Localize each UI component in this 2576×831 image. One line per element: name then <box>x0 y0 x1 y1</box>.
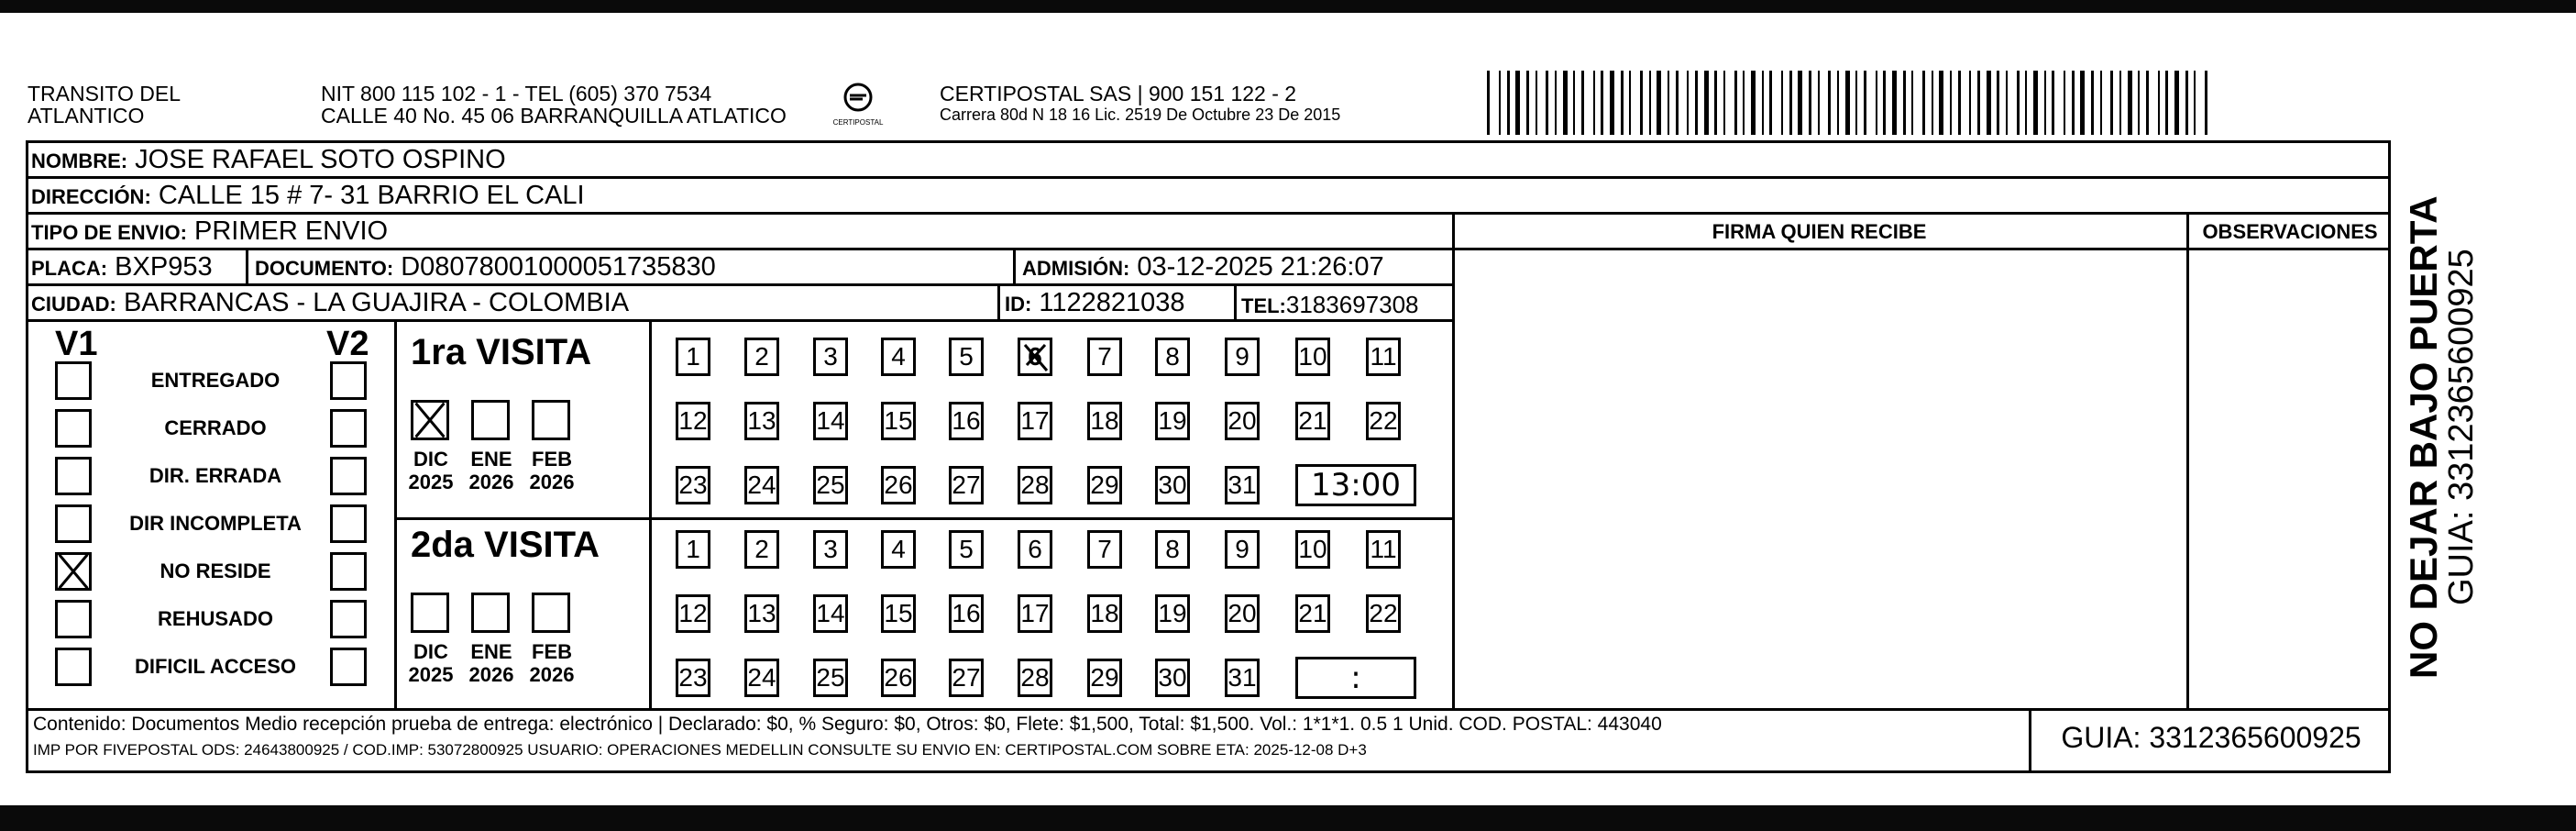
col-divider-obs <box>2186 212 2189 708</box>
month-name: ENE <box>470 640 512 663</box>
day-box[interactable]: 10 <box>1295 338 1330 376</box>
barcode-bar <box>2119 71 2121 135</box>
day-box[interactable]: 3 <box>813 530 848 569</box>
cell-divider <box>1013 248 1016 283</box>
month-name: DIC <box>413 448 448 471</box>
status-label: DIFICIL ACCESO <box>134 655 296 678</box>
barcode-bar <box>1855 71 1857 135</box>
day-box[interactable]: 30 <box>1155 659 1190 697</box>
day-box[interactable]: 29 <box>1087 466 1122 504</box>
scan-edge-top <box>0 0 2576 13</box>
month-checkbox[interactable] <box>532 593 570 633</box>
row-divider <box>26 283 1452 286</box>
barcode-bar <box>2205 71 2207 135</box>
visit-divider-middle <box>394 517 1452 520</box>
admision-label: ADMISIÓN: <box>1022 257 1130 280</box>
barcode-bar <box>1969 71 1971 135</box>
month-year: 2026 <box>468 471 514 493</box>
barcode-bar <box>1687 71 1689 135</box>
day-box[interactable]: 21 <box>1295 402 1330 440</box>
barcode-bar <box>1640 71 1643 135</box>
v1-checkbox[interactable] <box>55 361 92 400</box>
id-field <box>1005 288 1185 319</box>
day-box[interactable]: 6 <box>1018 338 1052 376</box>
day-box[interactable]: 18 <box>1087 594 1122 633</box>
barcode-bar <box>2044 71 2046 135</box>
day-box[interactable]: 15 <box>881 594 916 633</box>
agency-line-2: ATLANTICO <box>28 104 145 127</box>
col-divider-firma <box>1452 212 1455 708</box>
visit-title: 2da VISITA <box>411 525 600 565</box>
barcode-bar <box>1601 71 1603 135</box>
barcode-bar <box>1723 71 1725 135</box>
month-label <box>405 448 457 493</box>
day-box[interactable]: 24 <box>744 466 779 504</box>
barcode-bar <box>1864 71 1866 135</box>
barcode-bar <box>1507 71 1510 135</box>
v2-label: V2 <box>326 325 369 363</box>
day-box[interactable]: 8 <box>1155 530 1190 569</box>
day-box[interactable]: 31 <box>1225 659 1260 697</box>
day-box[interactable]: 28 <box>1018 466 1052 504</box>
day-box[interactable]: 16 <box>949 402 984 440</box>
day-box[interactable]: 3 <box>813 338 848 376</box>
day-box[interactable]: 19 <box>1155 402 1190 440</box>
barcode-bar <box>1526 71 1529 135</box>
admision-field <box>1022 252 1384 283</box>
nombre-label: NOMBRE: <box>31 150 128 172</box>
nombre-value: JOSE RAFAEL SOTO OSPINO <box>135 145 506 174</box>
observaciones-header: OBSERVACIONES <box>2202 220 2378 243</box>
day-box[interactable]: 25 <box>813 659 848 697</box>
barcode-bar <box>1997 71 1999 135</box>
barcode-bar <box>1922 71 1925 135</box>
day-box[interactable]: 14 <box>813 402 848 440</box>
barcode <box>1487 71 2211 135</box>
month-name: FEB <box>532 448 572 471</box>
barcode-bar <box>1546 71 1548 135</box>
admision-value: 03-12-2025 21:26:07 <box>1137 252 1384 282</box>
nombre-field <box>31 145 506 176</box>
barcode-bar <box>1903 71 1906 135</box>
barcode-bar <box>1555 71 1557 135</box>
barcode-bar <box>1950 71 1952 135</box>
id-label: ID: <box>1005 293 1032 316</box>
day-box[interactable]: 22 <box>1366 402 1401 440</box>
cell-divider <box>1234 283 1237 319</box>
barcode-bar <box>1845 71 1850 135</box>
ciudad-field <box>31 288 629 319</box>
status-label: DIR INCOMPLETA <box>129 512 302 535</box>
day-box[interactable]: 2 <box>744 530 779 569</box>
day-box[interactable]: 22 <box>1366 594 1401 633</box>
barcode-bar <box>1536 71 1537 135</box>
barcode-bar <box>1911 71 1913 135</box>
v2-checkbox[interactable] <box>330 504 367 543</box>
company-line: CERTIPOSTAL SAS | 900 151 122 - 2 <box>940 82 1297 105</box>
month-year: 2026 <box>529 471 575 493</box>
day-box[interactable]: 1 <box>676 530 710 569</box>
barcode-bar <box>1563 71 1568 135</box>
barcode-bar <box>1883 71 1886 135</box>
barcode-bar <box>2146 71 2149 135</box>
tel-label: TEL: <box>1241 294 1286 317</box>
barcode-bar <box>2064 71 2065 135</box>
day-box[interactable]: 6 <box>1018 530 1052 569</box>
barcode-bar <box>1769 71 1772 135</box>
svg-text:CERTIPOSTAL: CERTIPOSTAL <box>832 118 884 127</box>
barcode-bar <box>1676 71 1679 135</box>
day-box[interactable]: 27 <box>949 466 984 504</box>
barcode-bar <box>2072 71 2075 135</box>
row-divider <box>26 176 2391 179</box>
row-divider <box>26 212 2391 215</box>
barcode-bar <box>2033 71 2038 135</box>
certipostal-logo <box>825 79 891 130</box>
barcode-bar <box>1762 71 1764 135</box>
v1-checkbox[interactable] <box>55 648 92 686</box>
v1-checkbox[interactable] <box>55 504 92 543</box>
direccion-value: CALLE 15 # 7- 31 BARRIO EL CALI <box>158 181 585 210</box>
scan-edge-bottom <box>0 805 2576 831</box>
day-box[interactable]: 2 <box>744 338 779 376</box>
day-box[interactable]: 11 <box>1366 530 1401 569</box>
barcode-bar <box>1581 71 1584 135</box>
tel-value: 3183697308 <box>1285 291 1419 318</box>
day-box[interactable]: 17 <box>1018 402 1052 440</box>
barcode-bar <box>2052 71 2054 135</box>
direccion-field <box>31 181 585 212</box>
barcode-bar <box>2185 71 2188 135</box>
visit-time-box[interactable]: 13:00 <box>1295 464 1416 506</box>
barcode-bar <box>1751 71 1756 135</box>
day-box[interactable]: 1 <box>676 338 710 376</box>
month-label <box>526 448 578 493</box>
day-box[interactable]: 14 <box>813 594 848 633</box>
barcode-bar <box>1515 71 1520 135</box>
barcode-bar <box>2174 71 2179 135</box>
barcode-bar <box>1593 71 1595 135</box>
month-checkbox[interactable] <box>471 400 510 440</box>
day-box[interactable]: 8 <box>1155 338 1190 376</box>
barcode-bar <box>2110 71 2113 135</box>
day-box[interactable]: 30 <box>1155 466 1190 504</box>
barcode-bar <box>1649 71 1651 135</box>
month-label <box>466 448 517 493</box>
day-box[interactable]: 23 <box>676 466 710 504</box>
status-label: ENTREGADO <box>150 369 281 392</box>
barcode-bar <box>1958 71 1961 135</box>
day-box[interactable]: 4 <box>881 530 916 569</box>
company-info <box>940 83 1340 125</box>
month-name: DIC <box>413 640 448 663</box>
day-box[interactable]: 31 <box>1225 466 1260 504</box>
barcode-bar <box>1837 71 1839 135</box>
barcode-bar <box>1714 71 1717 135</box>
id-value: 1122821038 <box>1039 288 1185 317</box>
barcode-bar <box>1610 71 1614 135</box>
cell-divider <box>246 248 248 283</box>
barcode-bar <box>1798 71 1802 135</box>
address-line: CALLE 40 No. 45 06 BARRANQUILLA ATLATICO <box>321 104 787 127</box>
month-name: ENE <box>470 448 512 471</box>
day-box[interactable]: 10 <box>1295 530 1330 569</box>
barcode-bar <box>1987 71 1991 135</box>
day-box[interactable]: 13 <box>744 594 779 633</box>
visit-divider-left <box>394 319 397 708</box>
day-box[interactable]: 20 <box>1225 402 1260 440</box>
barcode-bar <box>1734 71 1737 135</box>
footer-content-line: Contenido: Documentos Medio recepción prueba de entrega: electrónico | Declarado: $0, % Seguro: $0, Otros: $0, Flete: $1,500, Total: $1,500. Vol.: 1*1*1. 0.5 1 Unid. COD. POSTAL: 443040 <box>33 714 1662 735</box>
visit-time-box[interactable]: : <box>1295 657 1416 699</box>
month-year: 2026 <box>468 663 514 686</box>
barcode-bar <box>2158 71 2160 135</box>
month-checkbox[interactable] <box>411 593 449 633</box>
v1-label: V1 <box>55 325 98 363</box>
documento-label: DOCUMENTO: <box>255 257 394 280</box>
month-checkbox[interactable] <box>471 593 510 633</box>
tipo-envio-field <box>31 216 388 248</box>
day-box[interactable]: 7 <box>1087 338 1122 376</box>
day-box[interactable]: 25 <box>813 466 848 504</box>
firma-header: FIRMA QUIEN RECIBE <box>1712 220 1927 243</box>
direccion-label: DIRECCIÓN: <box>31 185 151 208</box>
day-box[interactable]: 7 <box>1087 530 1122 569</box>
agency-line-1: TRANSITO DEL <box>28 82 181 105</box>
month-year: 2025 <box>408 663 454 686</box>
v2-checkbox[interactable] <box>330 648 367 686</box>
day-check-mark <box>1018 338 1052 376</box>
v2-checkbox[interactable] <box>330 600 367 638</box>
day-box[interactable]: 16 <box>949 594 984 633</box>
status-label: DIR. ERRADA <box>149 464 282 487</box>
barcode-bar <box>1657 71 1661 135</box>
day-box[interactable]: 21 <box>1295 594 1330 633</box>
barcode-bar <box>2025 71 2027 135</box>
day-box[interactable]: 9 <box>1225 338 1260 376</box>
month-checkbox[interactable] <box>532 400 570 440</box>
barcode-bar <box>1621 71 1624 135</box>
barcode-bar <box>2017 71 2020 135</box>
month-label <box>526 640 578 686</box>
barcode-bar <box>1809 71 1811 135</box>
day-box[interactable]: 26 <box>881 659 916 697</box>
v1-checkbox[interactable] <box>55 552 92 591</box>
barcode-bar <box>1781 71 1783 135</box>
v2-checkbox[interactable] <box>330 457 367 495</box>
tipo-envio-value: PRIMER ENVIO <box>193 216 389 246</box>
barcode-bar <box>1704 71 1709 135</box>
v1-checkbox[interactable] <box>55 409 92 448</box>
footer-guia: GUIA: 3312365600925 <box>2061 721 2361 754</box>
day-box[interactable]: 20 <box>1225 594 1260 633</box>
footer-imp-line: IMP POR FIVEPOSTAL ODS: 24643800925 / COD.IMP: 53072800925 USUARIO: OPERACIONES MEDELLIN CONSULTE SU ENVIO EN: CERTIPOSTAL.COM SOBRE ETA: 2025-12-08 D+3 <box>33 741 1367 759</box>
agency-contact <box>321 83 787 127</box>
placa-value: BXP953 <box>115 252 213 282</box>
barcode-bar <box>1932 71 1933 135</box>
side-warning: NO DEJAR BAJO PUERTA <box>2402 195 2445 679</box>
day-box[interactable]: 5 <box>949 530 984 569</box>
documento-field <box>255 252 716 283</box>
day-box[interactable]: 4 <box>881 338 916 376</box>
barcode-bar <box>2194 71 2196 135</box>
documento-value: D08078001000051735830 <box>401 252 716 282</box>
barcode-bar <box>1573 71 1575 135</box>
day-box[interactable]: 27 <box>949 659 984 697</box>
barcode-bar <box>1487 71 1490 135</box>
day-box[interactable]: 26 <box>881 466 916 504</box>
side-guia: GUIA: 3312365600925 <box>2442 249 2481 605</box>
nit-line: NIT 800 115 102 - 1 - TEL (605) 370 7534 <box>321 82 712 105</box>
day-box[interactable]: 23 <box>676 659 710 697</box>
barcode-bar <box>2091 71 2094 135</box>
ciudad-label: CIUDAD: <box>31 293 116 316</box>
day-box[interactable]: 24 <box>744 659 779 697</box>
day-box[interactable]: 15 <box>881 402 916 440</box>
barcode-bar <box>1668 71 1669 135</box>
month-checkbox[interactable] <box>411 400 449 440</box>
barcode-bar <box>1789 71 1792 135</box>
barcode-bar <box>2128 71 2132 135</box>
v1-checkbox[interactable] <box>55 600 92 638</box>
month-label <box>405 640 457 686</box>
barcode-bar <box>1876 71 1877 135</box>
row-divider <box>26 319 1452 322</box>
day-box[interactable]: 12 <box>676 402 710 440</box>
barcode-bar <box>1818 71 1820 135</box>
barcode-bar <box>2080 71 2085 135</box>
barcode-bar <box>1629 71 1631 135</box>
ciudad-value: BARRANCAS - LA GUAJIRA - COLOMBIA <box>123 288 630 317</box>
row-divider <box>26 248 2391 250</box>
barcode-bar <box>2100 71 2102 135</box>
v2-checkbox[interactable] <box>330 552 367 591</box>
v2-checkbox[interactable] <box>330 361 367 400</box>
month-name: FEB <box>532 640 572 663</box>
barcode-bar <box>1939 71 1943 135</box>
month-label <box>466 640 517 686</box>
placa-label: PLACA: <box>31 257 108 280</box>
tel-field <box>1241 290 1419 321</box>
day-box[interactable]: 17 <box>1018 594 1052 633</box>
month-day-divider <box>649 319 652 708</box>
day-box[interactable]: 28 <box>1018 659 1052 697</box>
month-year: 2025 <box>408 471 454 493</box>
day-box[interactable]: 18 <box>1087 402 1122 440</box>
barcode-bar <box>1743 71 1745 135</box>
footer-divider <box>26 708 2391 711</box>
status-label: CERRADO <box>164 416 267 439</box>
v1-checkbox[interactable] <box>55 457 92 495</box>
status-label: REHUSADO <box>158 607 273 630</box>
barcode-bar <box>1977 71 1980 135</box>
barcode-bar <box>1892 71 1897 135</box>
day-box[interactable]: 12 <box>676 594 710 633</box>
month-year: 2026 <box>529 663 575 686</box>
cell-divider <box>997 283 1000 319</box>
barcode-bar <box>2006 71 2008 135</box>
barcode-bar <box>2165 71 2168 135</box>
placa-field <box>31 252 213 283</box>
tipo-envio-label: TIPO DE ENVIO: <box>31 221 187 244</box>
status-label: NO RESIDE <box>160 560 271 582</box>
day-box[interactable]: 19 <box>1155 594 1190 633</box>
barcode-bar <box>2138 71 2140 135</box>
day-box[interactable]: 29 <box>1087 659 1122 697</box>
day-box[interactable]: 13 <box>744 402 779 440</box>
barcode-bar <box>1695 71 1698 135</box>
barcode-bar <box>1828 71 1831 135</box>
day-box[interactable]: 5 <box>949 338 984 376</box>
day-box[interactable]: 11 <box>1366 338 1401 376</box>
day-box[interactable]: 9 <box>1225 530 1260 569</box>
barcode-bar <box>1499 71 1501 135</box>
v2-checkbox[interactable] <box>330 409 367 448</box>
license-line: Carrera 80d N 18 16 Lic. 2519 De Octubre 23 De 2015 <box>940 105 1341 124</box>
agency-name <box>28 83 181 127</box>
visit-title: 1ra VISITA <box>411 332 592 372</box>
